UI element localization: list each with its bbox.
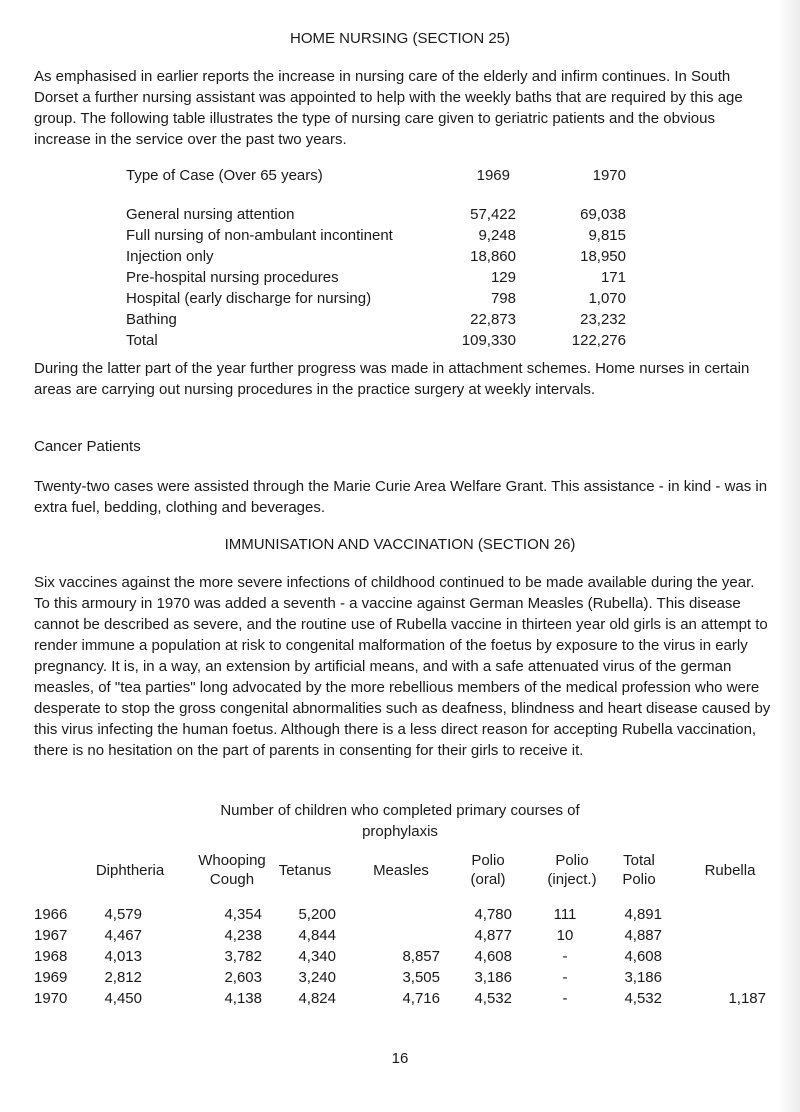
cell-whooping: 3,782 <box>224 948 262 965</box>
case-1969: 129 <box>490 269 516 286</box>
case-1969: 57,422 <box>470 206 516 223</box>
case-type: Hospital (early discharge for nursing) <box>126 290 372 307</box>
row-year: 1968 <box>34 948 68 965</box>
table-title-line1: Number of children who completed primary courses of <box>220 802 580 819</box>
case-1970: 18,950 <box>580 248 626 265</box>
page-edge-shadow <box>778 0 800 1112</box>
case-1970: 69,038 <box>580 206 626 223</box>
header-diphtheria: Diphtheria <box>95 862 165 879</box>
table-title-line2: prophylaxis <box>362 823 438 840</box>
header-rubella: Rubella <box>704 862 756 879</box>
header-total-polio-sub: Polio <box>622 871 656 888</box>
attachment-schemes-text: During the latter part of the year further progress was made in attachment schemes. Home nurses in certain areas are carrying out nursing procedures in the practice surgery at weekly intervals. <box>34 360 750 398</box>
row-year: 1970 <box>34 990 68 1007</box>
col-type-of-case: Type of Case (Over 65 years) <box>126 167 323 184</box>
case-type-total: Total <box>126 332 158 349</box>
cell-polio-inject: - <box>562 948 568 965</box>
header-polio-oral-sub: (oral) <box>470 871 506 888</box>
cancer-patients-heading: Cancer Patients <box>34 438 141 455</box>
case-type: Bathing <box>126 311 177 328</box>
cell-total-polio: 4,887 <box>624 927 662 944</box>
cell-polio-oral: 4,532 <box>474 990 512 1007</box>
cell-polio-inject: - <box>562 990 568 1007</box>
cell-measles: 4,716 <box>402 990 440 1007</box>
cell-polio-inject: 111 <box>553 906 577 923</box>
col-1969: 1969 <box>476 167 510 184</box>
cell-diphtheria: 4,013 <box>104 948 142 965</box>
cell-measles: 3,505 <box>402 969 440 986</box>
header-polio-inject: Polio <box>555 852 589 869</box>
cell-polio-oral: 4,608 <box>474 948 512 965</box>
cell-total-polio: 4,532 <box>624 990 662 1007</box>
cell-tetanus: 4,824 <box>298 990 336 1007</box>
cell-diphtheria: 2,812 <box>104 969 142 986</box>
case-1969: 22,873 <box>470 311 516 328</box>
immunisation-heading: IMMUNISATION AND VACCINATION (SECTION 26) <box>224 536 576 553</box>
case-1970: 171 <box>600 269 626 286</box>
home-nursing-intro: As emphasised in earlier reports the increase in nursing care of the elderly and infirm continues. In South Dorset a further nursing assistant was appointed to help with the weekly baths that are required by this age group. The following table illustrates the type of nursing care given to geriatric patients and the obvious increase in the service over the past two years. <box>34 68 743 148</box>
cancer-patients-text: Twenty-two cases were assisted through the Marie Curie Area Welfare Grant. This assistance - in kind - was in extra fuel, bedding, clothing and beverages. <box>34 478 768 516</box>
header-whooping-cough: Cough <box>209 871 255 888</box>
home-nursing-heading: HOME NURSING (SECTION 25) <box>289 30 511 47</box>
cell-total-polio: 4,891 <box>624 906 662 923</box>
case-1970: 9,815 <box>588 227 626 244</box>
case-1970: 23,232 <box>580 311 626 328</box>
cell-polio-oral: 4,780 <box>474 906 512 923</box>
header-polio-oral: Polio <box>471 852 505 869</box>
case-1970: 1,070 <box>588 290 626 307</box>
case-type: Full nursing of non-ambulant incontinent <box>126 227 393 244</box>
cell-rubella: 1,187 <box>728 990 766 1007</box>
cell-whooping: 4,354 <box>224 906 262 923</box>
header-polio-inject-sub: (inject.) <box>547 871 597 888</box>
cell-diphtheria: 4,467 <box>104 927 142 944</box>
case-1969: 9,248 <box>478 227 516 244</box>
case-1969: 18,860 <box>470 248 516 265</box>
row-year: 1969 <box>34 969 68 986</box>
cell-polio-oral: 3,186 <box>474 969 512 986</box>
cell-polio-inject: - <box>562 969 568 986</box>
col-1970: 1970 <box>592 167 626 184</box>
header-total-polio: Total <box>623 852 655 869</box>
cell-total-polio: 3,186 <box>624 969 662 986</box>
header-measles: Measles <box>373 862 429 879</box>
row-year: 1967 <box>34 927 68 944</box>
cell-tetanus: 3,240 <box>298 969 336 986</box>
cell-polio-inject: 10 <box>556 927 574 944</box>
cell-total-polio: 4,608 <box>624 948 662 965</box>
cell-whooping: 2,603 <box>224 969 262 986</box>
case-type: Injection only <box>126 248 214 265</box>
header-tetanus: Tetanus <box>278 862 332 879</box>
cell-diphtheria: 4,579 <box>104 906 142 923</box>
cell-whooping: 4,138 <box>224 990 262 1007</box>
case-type: Pre-hospital nursing procedures <box>126 269 339 286</box>
row-year: 1966 <box>34 906 68 923</box>
header-whooping: Whooping <box>198 852 266 869</box>
total-1969: 109,330 <box>461 332 516 349</box>
cell-polio-oral: 4,877 <box>474 927 512 944</box>
cell-tetanus: 4,844 <box>298 927 336 944</box>
case-type: General nursing attention <box>126 206 295 223</box>
cell-tetanus: 5,200 <box>298 906 336 923</box>
page-number: 16 <box>391 1050 409 1067</box>
total-1970: 122,276 <box>571 332 626 349</box>
cell-tetanus: 4,340 <box>298 948 336 965</box>
cell-diphtheria: 4,450 <box>104 990 142 1007</box>
immunisation-text: Six vaccines against the more severe infections of childhood continued to be made available during the year. To this armoury in 1970 was added a seventh - a vaccine against German Measles (Rubella). This disease cannot be described as severe, and the routine use of Rubella vaccine in thirteen year old girls is an attempt to render immune a population at risk to congenital malformation of the foetus by exposure to the virus in early pregnancy. It is, in a way, an extension by artificial means, and with a safe attenuated virus of the german measles, of "tea parties" long advocated by the more rebellious members of the medical profession who were desperate to stop the gross congenital abnormalities such as deafness, blindness and heart disease caused by this virus infecting the human foetus. Although there is a less direct reason for accepting Rubella vaccination, there is no hesitation on the part of parents in consenting for their girls to receive it. <box>34 574 771 759</box>
cell-whooping: 4,238 <box>224 927 262 944</box>
cell-measles: 8,857 <box>402 948 440 965</box>
case-1969: 798 <box>490 290 516 307</box>
